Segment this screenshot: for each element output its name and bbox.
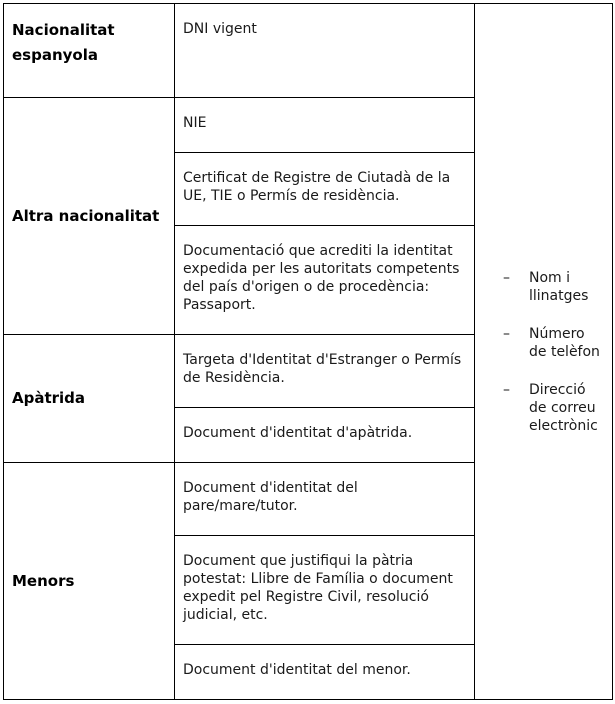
category-label: Nacionalitat espanyola	[12, 21, 115, 64]
document-text: Document que justifiqui la pàtria potestat: Llibre de Família o document expedit pel Registre Civil, resolució judicial, etc.	[183, 553, 453, 623]
document-text: Targeta d'Identitat d'Estranger o Permís de Residència.	[183, 352, 462, 386]
category-label: Altra nacionalitat	[12, 206, 160, 225]
category-label: Apàtrida	[12, 389, 86, 407]
dash-bullet-icon: –	[503, 269, 510, 286]
category-label: Menors	[12, 571, 75, 590]
category-cell	[4, 335, 175, 463]
document-cell	[175, 536, 475, 645]
documentation-table	[3, 3, 613, 700]
document-text: Certificat de Registre de Ciutadà de la UE, TIE o Permís de residència.	[183, 170, 451, 204]
list-item	[503, 381, 604, 435]
document-text: Document d'identitat del menor.	[183, 662, 411, 678]
table-row	[4, 4, 613, 98]
document-cell	[175, 645, 475, 700]
dash-bullet-icon: –	[503, 381, 510, 398]
document-cell	[175, 4, 475, 98]
category-cell	[4, 463, 175, 700]
info-item-text: Direcció de correu electrònic	[529, 381, 598, 434]
document-cell	[175, 335, 475, 408]
required-info-cell	[475, 4, 613, 700]
list-item	[503, 269, 604, 305]
info-item-text: Nom i llinatges	[529, 269, 589, 304]
document-text: Documentació que acrediti la identitat expedida per les autoritats competents del país d'origen o de procedència: Passaport.	[183, 243, 460, 313]
category-cell	[4, 98, 175, 335]
info-item-text: Número de telèfon	[529, 325, 600, 360]
document-text: DNI vigent	[183, 21, 257, 37]
required-info-list	[475, 269, 612, 435]
document-cell	[175, 463, 475, 536]
document-text: Document d'identitat d'apàtrida.	[183, 425, 413, 441]
document-cell	[175, 226, 475, 335]
dash-bullet-icon: –	[503, 325, 510, 342]
category-cell	[4, 4, 175, 98]
document-text: Document d'identitat del pare/mare/tutor.	[183, 480, 358, 514]
document-text: NIE	[183, 115, 207, 131]
document-cell	[175, 408, 475, 463]
document-cell	[175, 153, 475, 226]
document-cell	[175, 98, 475, 153]
list-item	[503, 325, 604, 361]
